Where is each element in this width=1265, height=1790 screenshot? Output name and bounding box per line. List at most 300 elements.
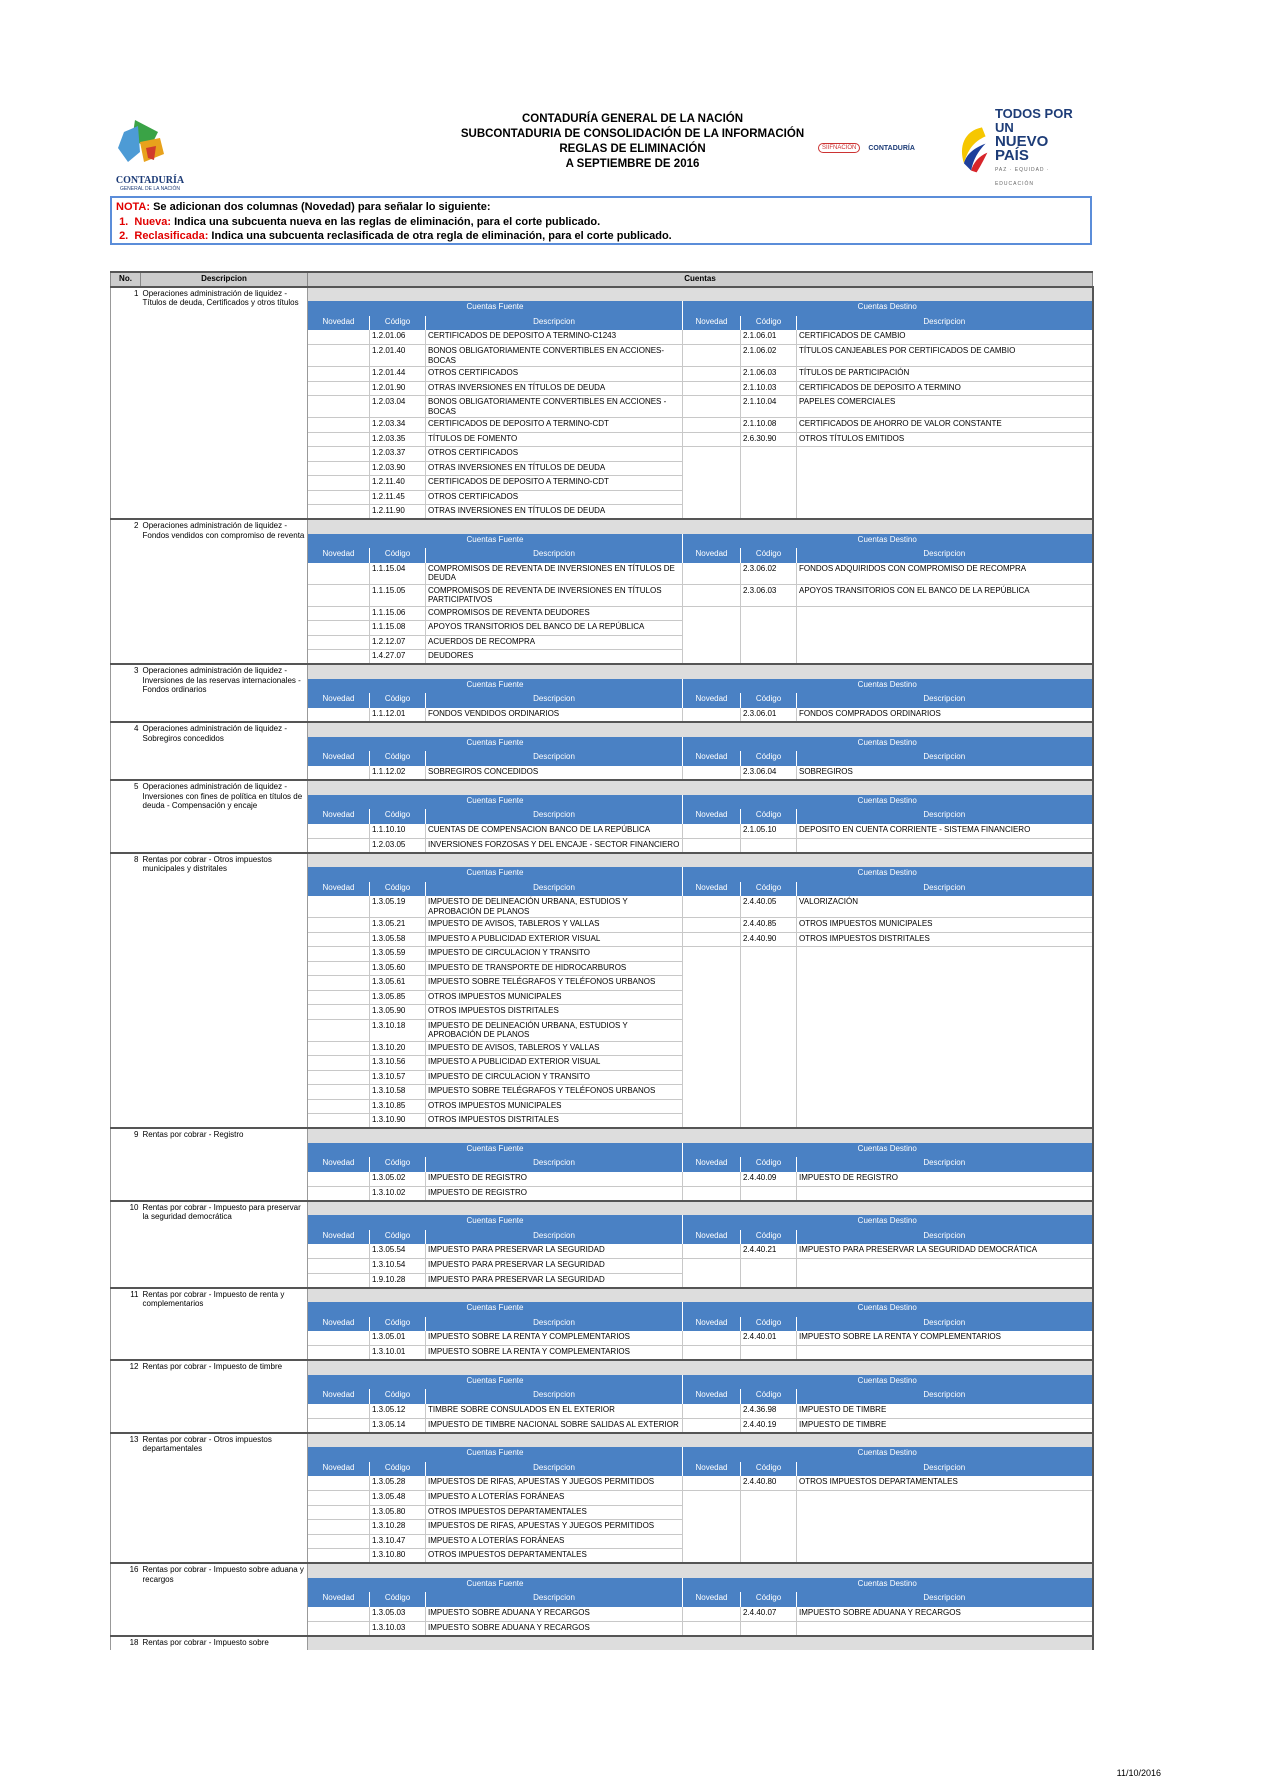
rule-gray-cell [741,1433,797,1448]
source-code: 1.9.10.28 [370,1273,426,1288]
novedad-header: Novedad [308,693,370,708]
source-code: 1.2.01.90 [370,381,426,396]
rule-number: 2 [111,519,141,534]
source-code: 1.3.10.02 [370,1186,426,1201]
destination-novedad [683,766,741,781]
destination-code: 2.1.06.02 [741,345,797,367]
rule-row [111,1360,1093,1375]
rule-gray-cell [741,722,797,737]
destination-code [741,1534,797,1549]
source-description: CERTIFICADOS DE DEPOSITO A TERMINO-C1243 [426,330,683,345]
side-cell [111,809,141,824]
descripcion-header: Descripcion [797,1389,1093,1404]
side-cell [111,1331,141,1346]
destination-code [741,1041,797,1056]
source-novedad [308,621,370,636]
side-cell [111,330,141,345]
side-cell [111,1534,141,1549]
rule-row [111,287,1093,302]
rule-description: Rentas por cobrar - Impuesto sobre [141,1636,308,1651]
descripcion-header: Descripcion [797,1230,1093,1245]
destination-code: 2.4.40.09 [741,1172,797,1187]
destination-code [741,838,797,853]
rule-description: Rentas por cobrar - Otros impuestos departamentales [141,1433,308,1564]
rule-gray-cell [370,287,426,302]
source-description: DEUDORES [426,650,683,665]
destination-novedad [683,961,741,976]
side-cell [111,824,141,839]
note-item-2-label: Reclasificada: [134,230,209,242]
source-novedad [308,563,370,585]
rule-row [111,1128,1093,1143]
descripcion-header: Descripcion [797,1317,1093,1332]
rule-gray-cell [797,780,1093,795]
source-code: 1.1.12.01 [370,708,426,723]
source-novedad [308,1404,370,1419]
rule-row [111,780,1093,795]
source-code: 1.3.05.03 [370,1607,426,1622]
codigo-header: Código [370,1389,426,1404]
source-description: IMPUESTO A LOTERÍAS FORÁNEAS [426,1534,683,1549]
rule-gray-cell [683,780,741,795]
destination-code: 2.1.10.03 [741,381,797,396]
destination-novedad [683,1172,741,1187]
side-cell [111,1404,141,1419]
source-novedad [308,838,370,853]
destination-code: 2.1.10.04 [741,396,797,418]
source-novedad [308,1070,370,1085]
note-item-2-text: Indica una subcuenta reclasificada de otra regla de eliminación, para el corte publicado. [208,230,672,242]
cuentas-destino-header: Cuentas Destino [683,1375,1093,1390]
note-item-2 [116,229,1086,244]
side-cell [111,1019,141,1041]
source-novedad [308,918,370,933]
rule-gray-cell [741,1636,797,1651]
note-box [110,196,1092,245]
destination-novedad [683,1244,741,1259]
rule-gray-cell [308,1288,370,1303]
source-novedad [308,1549,370,1564]
rule-gray-cell [683,1360,741,1375]
rule-number: 10 [111,1201,141,1216]
source-description: IMPUESTO A PUBLICIDAD EXTERIOR VISUAL [426,1056,683,1071]
rule-gray-cell [797,1360,1093,1375]
novedad-header: Novedad [683,1317,741,1332]
destination-code [741,947,797,962]
destination-code: 2.1.10.08 [741,418,797,433]
source-novedad [308,1005,370,1020]
destination-code [741,1085,797,1100]
side-cell [111,1476,141,1491]
rule-gray-cell [426,519,683,534]
source-novedad [308,367,370,382]
destination-description [797,1346,1093,1361]
source-description: OTROS CERTIFICADOS [426,367,683,382]
rule-gray-cell [426,722,683,737]
source-description: IMPUESTO SOBRE TELÉGRAFOS Y TELÉFONOS URBANOS [426,1085,683,1100]
destination-novedad [683,708,741,723]
destination-description [797,1085,1093,1100]
source-code: 1.3.10.01 [370,1346,426,1361]
source-description: COMPROMISOS DE REVENTA DE INVERSIONES EN TÍTULOS PARTICIPATIVOS [426,584,683,606]
contaduria-logo-sub: GENERAL DE LA NACIÓN [119,186,181,192]
rule-row [111,1288,1093,1303]
rule-number: 8 [111,853,141,868]
col-desc: Descripcion [141,272,308,287]
source-code: 1.1.12.02 [370,766,426,781]
side-cell [111,505,141,520]
destination-code: 2.3.06.01 [741,708,797,723]
destination-novedad [683,621,741,636]
destination-description [797,621,1093,636]
side-cell [111,961,141,976]
destination-code [741,1273,797,1288]
source-novedad [308,976,370,991]
side-cell [111,1302,141,1317]
side-cell [111,1346,141,1361]
rule-gray-cell [426,1636,683,1651]
rule-description: Operaciones administración de liquidez - Fondos vendidos con compromiso de reventa [141,519,308,664]
source-code: 1.2.03.90 [370,461,426,476]
source-description: COMPROMISOS DE REVENTA DE INVERSIONES EN TÍTULOS DE DEUDA [426,563,683,585]
codigo-header: Código [741,1317,797,1332]
source-novedad [308,1244,370,1259]
destination-description [797,838,1093,853]
cuentas-destino-header: Cuentas Destino [683,1447,1093,1462]
descripcion-header: Descripcion [426,751,683,766]
source-description: IMPUESTO A PUBLICIDAD EXTERIOR VISUAL [426,932,683,947]
source-novedad [308,650,370,665]
rule-gray-cell [797,1288,1093,1303]
side-cell [111,1215,141,1230]
source-description: IMPUESTO DE DELINEACIÓN URBANA, ESTUDIOS Y APROBACIÓN DE PLANOS [426,896,683,918]
destination-description: VALORIZACIÓN [797,896,1093,918]
descripcion-header: Descripcion [426,1592,683,1607]
rule-gray-cell [370,1128,426,1143]
source-code: 1.3.05.58 [370,932,426,947]
destination-description [797,1259,1093,1274]
rule-description: Operaciones administración de liquidez - Sobregiros concedidos [141,722,308,780]
rule-description: Rentas por cobrar - Registro [141,1128,308,1201]
rule-number: 4 [111,722,141,737]
rule-row [111,1201,1093,1216]
destination-novedad [683,650,741,665]
codigo-header: Código [741,1592,797,1607]
side-cell [111,1070,141,1085]
cuentas-fuente-header: Cuentas Fuente [308,737,683,752]
rule-description: Rentas por cobrar - Impuesto para preservar la seguridad democrática [141,1201,308,1288]
source-code: 1.4.27.07 [370,650,426,665]
source-novedad [308,1346,370,1361]
rule-description: Operaciones administración de liquidez - Inversiones con fines de política en títulos de deuda - Compensación y encaje [141,780,308,853]
note-item-1-text: Indica una subcuenta nueva en las reglas de eliminación, para el corte publicado. [171,215,601,228]
rule-gray-cell [308,853,370,868]
destination-description: CERTIFICADOS DE DEPOSITO A TERMINO [797,381,1093,396]
source-novedad [308,432,370,447]
destination-code: 2.3.06.02 [741,563,797,585]
source-code: 1.3.10.28 [370,1520,426,1535]
source-description: IMPUESTO SOBRE ADUANA Y RECARGOS [426,1621,683,1636]
source-novedad [308,1056,370,1071]
source-description: OTROS IMPUESTOS DISTRITALES [426,1114,683,1129]
header-line-4: A SEPTIEMBRE DE 2016 [565,158,700,170]
col-no: No. [111,272,141,287]
side-cell [111,584,141,606]
source-description: IMPUESTOS DE RIFAS, APUESTAS Y JUEGOS PERMITIDOS [426,1476,683,1491]
source-novedad [308,947,370,962]
rule-gray-cell [797,1636,1093,1651]
destination-code: 2.4.40.05 [741,896,797,918]
codigo-header: Código [370,809,426,824]
destination-description [797,1491,1093,1506]
destination-code: 2.6.30.90 [741,432,797,447]
destination-novedad [683,1549,741,1564]
source-description: OTROS IMPUESTOS DEPARTAMENTALES [426,1505,683,1520]
destination-code: 2.1.06.01 [741,330,797,345]
source-code: 1.3.10.85 [370,1099,426,1114]
side-cell [111,990,141,1005]
source-description: IMPUESTO DE REGISTRO [426,1172,683,1187]
source-code: 1.2.01.06 [370,330,426,345]
side-cell [111,1389,141,1404]
destination-description: SOBREGIROS [797,766,1093,781]
destination-code: 2.1.05.10 [741,824,797,839]
destination-novedad [683,1621,741,1636]
source-novedad [308,1491,370,1506]
codigo-header: Código [741,1462,797,1477]
source-code: 1.3.10.90 [370,1114,426,1129]
destination-novedad [683,606,741,621]
rules-body [111,287,1093,1651]
codigo-header: Código [741,548,797,563]
destination-code [741,1621,797,1636]
side-cell [111,316,141,331]
side-cell [111,976,141,991]
source-code: 1.2.03.37 [370,447,426,462]
source-description: FONDOS VENDIDOS ORDINARIOS [426,708,683,723]
destination-novedad [683,1056,741,1071]
source-code: 1.3.05.90 [370,1005,426,1020]
side-cell [111,621,141,636]
print-date: 11/10/2016 [1116,1768,1161,1778]
source-code: 1.3.05.14 [370,1418,426,1433]
header-line-1: CONTADURÍA GENERAL DE LA NACIÓN [521,113,744,125]
source-code: 1.3.05.60 [370,961,426,976]
rule-gray-cell [683,853,741,868]
side-cell [111,838,141,853]
source-novedad [308,1534,370,1549]
rule-gray-cell [308,722,370,737]
source-novedad [308,1041,370,1056]
source-code: 1.3.05.12 [370,1404,426,1419]
destination-description [797,1621,1093,1636]
destination-code [741,635,797,650]
destination-description [797,476,1093,491]
header-line-2: SUBCONTADURIA DE CONSOLIDACIÓN DE LA INFORMACIÓN [460,128,805,140]
descripcion-header: Descripcion [797,809,1093,824]
destination-novedad [683,824,741,839]
side-cell [111,1085,141,1100]
source-code: 1.2.01.44 [370,367,426,382]
cuentas-destino-header: Cuentas Destino [683,534,1093,549]
codigo-header: Código [741,882,797,897]
novedad-header: Novedad [683,751,741,766]
source-code: 1.3.05.85 [370,990,426,1005]
descripcion-header: Descripcion [426,809,683,824]
rule-gray-cell [370,1201,426,1216]
rule-gray-cell [741,1563,797,1578]
side-cell [111,1520,141,1535]
side-cell [111,795,141,810]
source-description: IMPUESTOS DE RIFAS, APUESTAS Y JUEGOS PERMITIDOS [426,1520,683,1535]
rule-gray-cell [370,1288,426,1303]
destination-novedad [683,1346,741,1361]
rule-gray-cell [308,780,370,795]
codigo-header: Código [370,1157,426,1172]
cuentas-fuente-header: Cuentas Fuente [308,301,683,316]
rule-gray-cell [370,1636,426,1651]
destination-novedad [683,476,741,491]
side-cell [111,896,141,918]
cuentas-destino-header: Cuentas Destino [683,1143,1093,1158]
destination-code: 2.4.40.80 [741,1476,797,1491]
source-description: IMPUESTO DE CIRCULACION Y TRANSITO [426,947,683,962]
novedad-header: Novedad [308,809,370,824]
destination-code: 2.4.36.98 [741,1404,797,1419]
destination-novedad [683,1041,741,1056]
destination-code [741,1549,797,1564]
destination-description: OTROS IMPUESTOS DEPARTAMENTALES [797,1476,1093,1491]
nuevo-pais-line3: PAZ · EQUIDAD · EDUCACIÓN [994,167,1050,187]
destination-novedad [683,1273,741,1288]
rule-gray-cell [308,1563,370,1578]
rule-number: 1 [111,287,141,302]
destination-description [797,1056,1093,1071]
source-description: OTROS IMPUESTOS DISTRITALES [426,1005,683,1020]
novedad-header: Novedad [308,1389,370,1404]
codigo-header: Código [370,1462,426,1477]
destination-code [741,461,797,476]
destination-code [741,1114,797,1129]
destination-description: OTROS IMPUESTOS MUNICIPALES [797,918,1093,933]
side-cell [111,751,141,766]
elimination-rules-table [110,271,1094,1650]
side-cell [111,1230,141,1245]
rule-gray-cell [426,1433,683,1448]
destination-description: IMPUESTO DE TIMBRE [797,1418,1093,1433]
destination-novedad [683,461,741,476]
destination-code: 2.3.06.03 [741,584,797,606]
source-description: CUENTAS DE COMPENSACION BANCO DE LA REPÚBLICA [426,824,683,839]
codigo-header: Código [370,1317,426,1332]
destination-novedad [683,432,741,447]
source-description: IMPUESTO DE AVISOS, TABLEROS Y VALLAS [426,918,683,933]
side-cell [111,867,141,882]
source-description: IMPUESTO PARA PRESERVAR LA SEGURIDAD [426,1259,683,1274]
source-description: OTROS IMPUESTOS DEPARTAMENTALES [426,1549,683,1564]
side-cell [111,1157,141,1172]
source-code: 1.3.05.21 [370,918,426,933]
destination-novedad [683,1607,741,1622]
source-novedad [308,1621,370,1636]
side-cell [111,1099,141,1114]
destination-code [741,1056,797,1071]
destination-code: 2.4.40.21 [741,1244,797,1259]
destination-novedad [683,563,741,585]
destination-code [741,1019,797,1041]
col-cuentas: Cuentas [308,272,1093,287]
cuentas-fuente-header: Cuentas Fuente [308,1215,683,1230]
side-cell [111,461,141,476]
rule-gray-cell [797,1128,1093,1143]
header-line-3: REGLAS DE ELIMINACIÓN [559,143,706,155]
novedad-header: Novedad [683,693,741,708]
novedad-header: Novedad [683,548,741,563]
side-cell [111,1041,141,1056]
descripcion-header: Descripcion [426,316,683,331]
side-cell [111,737,141,752]
destination-code: 2.3.06.04 [741,766,797,781]
codigo-header: Código [370,316,426,331]
rule-row [111,664,1093,679]
source-description: APOYOS TRANSITORIOS DEL BANCO DE LA REPÚBLICA [426,621,683,636]
rule-gray-cell [308,664,370,679]
codigo-header: Código [741,1230,797,1245]
novedad-header: Novedad [683,1462,741,1477]
novedad-header: Novedad [683,1592,741,1607]
source-description: IMPUESTO SOBRE TELÉGRAFOS Y TELÉFONOS URBANOS [426,976,683,991]
destination-description: OTROS TÍTULOS EMITIDOS [797,432,1093,447]
source-code: 1.3.10.80 [370,1549,426,1564]
side-cell [111,1462,141,1477]
destination-code [741,990,797,1005]
descripcion-header: Descripcion [426,882,683,897]
source-novedad [308,476,370,491]
rule-gray-cell [370,1360,426,1375]
descripcion-header: Descripcion [797,1157,1093,1172]
source-code: 1.3.05.19 [370,896,426,918]
destination-novedad [683,932,741,947]
rule-gray-cell [741,780,797,795]
codigo-header: Código [741,1389,797,1404]
rule-gray-cell [797,519,1093,534]
destination-novedad [683,1520,741,1535]
source-description: IMPUESTO DE AVISOS, TABLEROS Y VALLAS [426,1041,683,1056]
destination-code [741,1070,797,1085]
source-description: IMPUESTO DE CIRCULACION Y TRANSITO [426,1070,683,1085]
destination-code [741,490,797,505]
rule-gray-cell [683,1636,741,1651]
destination-code [741,1505,797,1520]
rule-gray-cell [426,1288,683,1303]
side-cell [111,918,141,933]
rule-gray-cell [797,664,1093,679]
nuevo-pais-logo [955,106,1085,187]
source-novedad [308,1019,370,1041]
source-description: COMPROMISOS DE REVENTA DEUDORES [426,606,683,621]
cuentas-fuente-header: Cuentas Fuente [308,1447,683,1462]
source-description: IMPUESTO DE DELINEACIÓN URBANA, ESTUDIOS Y APROBACIÓN DE PLANOS [426,1019,683,1041]
source-novedad [308,606,370,621]
rule-gray-cell [683,722,741,737]
source-novedad [308,1520,370,1535]
source-novedad [308,990,370,1005]
side-cell [111,1621,141,1636]
rule-gray-cell [370,664,426,679]
destination-code [741,1520,797,1535]
destination-code: 2.4.40.90 [741,932,797,947]
destination-description [797,650,1093,665]
